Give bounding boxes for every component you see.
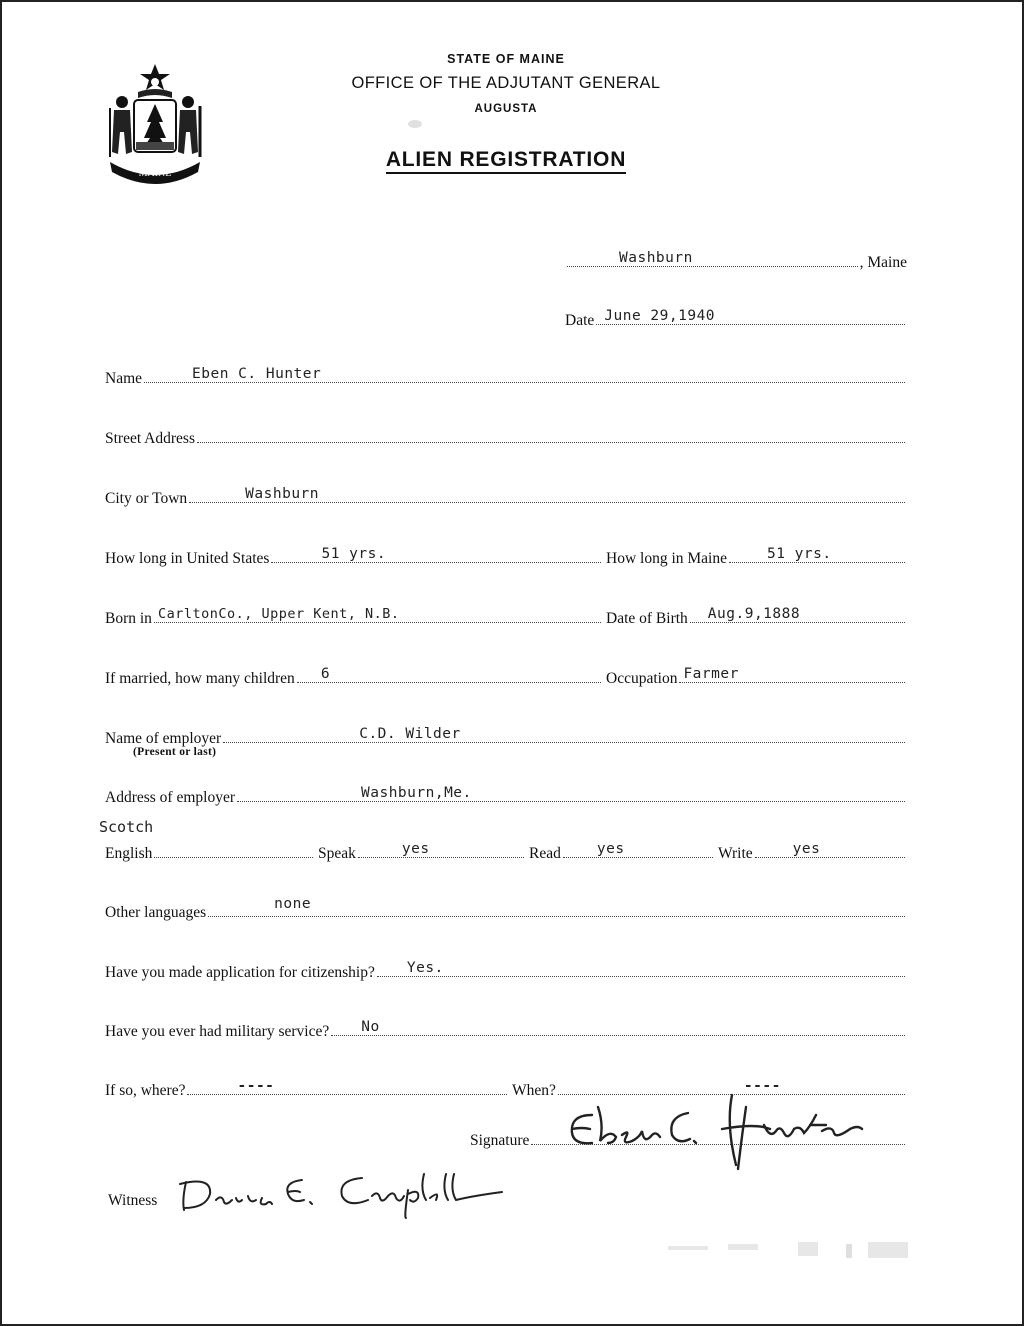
- english-row: [105, 843, 315, 863]
- header-city: AUGUSTA: [474, 103, 538, 115]
- place-field[interactable]: [567, 252, 858, 267]
- speak-field[interactable]: [358, 843, 524, 858]
- signature-handwriting: [560, 1085, 880, 1175]
- years-maine-label: How long in Maine: [606, 550, 727, 567]
- employer-field[interactable]: [223, 728, 905, 743]
- years-us-label: How long in United States: [105, 550, 270, 567]
- other-languages-row: [105, 896, 907, 922]
- years-maine-row: [606, 548, 907, 568]
- where-value: ----: [237, 1078, 275, 1094]
- city-value: Washburn: [245, 486, 320, 502]
- english-field[interactable]: [154, 843, 313, 858]
- date-label: Date: [565, 312, 595, 329]
- date-field[interactable]: [596, 310, 905, 325]
- occupation-label: Occupation: [606, 670, 678, 687]
- english-label: English: [105, 845, 153, 862]
- employer-label: Name of employer: [105, 730, 222, 747]
- citizenship-value: Yes.: [406, 960, 444, 976]
- header-state: STATE OF MAINE: [447, 52, 565, 66]
- born-in-field[interactable]: [154, 608, 601, 623]
- speak-label: Speak: [318, 845, 356, 862]
- read-value: yes: [596, 841, 625, 857]
- other-languages-field[interactable]: [208, 896, 905, 917]
- children-label: If married, how many children: [105, 670, 295, 687]
- place-row: [565, 252, 907, 272]
- write-field[interactable]: [755, 843, 905, 858]
- other-languages-label: Other languages: [105, 904, 207, 921]
- occupation-field[interactable]: [679, 668, 905, 683]
- dob-label: Date of Birth: [606, 610, 688, 627]
- when-label: When?: [512, 1082, 556, 1099]
- where-row: [105, 1080, 509, 1100]
- when-value: ----: [743, 1078, 781, 1094]
- born-in-label: Born in: [105, 610, 152, 627]
- place-suffix: , Maine: [859, 254, 907, 271]
- dob-row: [606, 608, 907, 628]
- form-title-text: ALIEN REGISTRATION: [386, 148, 626, 174]
- form-title: [300, 148, 712, 172]
- signature-label: Signature: [470, 1132, 530, 1149]
- years-us-field[interactable]: [271, 548, 601, 563]
- city-field[interactable]: [189, 488, 905, 503]
- name-field[interactable]: [144, 368, 905, 383]
- where-field[interactable]: [187, 1080, 507, 1095]
- read-label: Read: [529, 845, 561, 862]
- children-row: [105, 668, 603, 688]
- employer-address-label: Address of employer: [105, 789, 235, 806]
- street-label: Street Address: [105, 430, 195, 447]
- employer-address-row: [105, 787, 907, 807]
- name-label: Name: [105, 370, 143, 387]
- street-row: [105, 428, 907, 448]
- occupation-value: Farmer: [683, 666, 739, 682]
- years-maine-value: 51 yrs.: [766, 546, 832, 562]
- speak-value: yes: [401, 841, 430, 857]
- nationality-value: Scotch: [99, 818, 154, 836]
- children-value: 6: [320, 666, 331, 682]
- other-languages-value: none: [274, 896, 312, 912]
- citizenship-label: Have you made application for citizenship?: [105, 964, 375, 981]
- citizenship-field[interactable]: [377, 962, 905, 977]
- ink-smudge: [408, 120, 422, 128]
- city-label: City or Town: [105, 490, 188, 507]
- military-field[interactable]: [331, 1021, 905, 1036]
- write-label: Write: [718, 845, 753, 862]
- city-row: [105, 488, 907, 508]
- children-field[interactable]: [297, 668, 601, 683]
- dob-field[interactable]: [690, 608, 905, 623]
- years-us-value: 51 yrs.: [321, 546, 387, 562]
- name-value: Eben C. Hunter: [192, 366, 322, 382]
- military-value: No: [361, 1019, 380, 1035]
- date-row: [565, 310, 907, 330]
- write-value: yes: [792, 841, 821, 857]
- where-label: If so, where?: [105, 1082, 186, 1099]
- employer-address-field[interactable]: [237, 787, 905, 802]
- born-in-value: CarltonCo., Upper Kent, N.B.: [157, 606, 400, 622]
- seal-text: MAINE: [138, 168, 172, 179]
- speak-row: [318, 843, 526, 863]
- employer-value: C.D. Wilder: [359, 726, 461, 742]
- header-office: OFFICE OF THE ADJUTANT GENERAL: [351, 74, 661, 92]
- witness-handwriting: [172, 1160, 522, 1220]
- maine-state-seal-icon: [102, 62, 208, 190]
- read-field[interactable]: [563, 843, 713, 858]
- dob-value: Aug.9,1888: [707, 606, 801, 622]
- write-row: [718, 843, 907, 863]
- occupation-row: [606, 668, 907, 688]
- years-us-row: [105, 548, 603, 568]
- employer-address-value: Washburn,Me.: [361, 785, 472, 801]
- years-maine-field[interactable]: [729, 548, 905, 563]
- date-value: June 29,1940: [604, 308, 716, 324]
- born-in-row: [105, 608, 603, 628]
- name-row: [105, 368, 907, 388]
- bleed-through-marks: [668, 1240, 918, 1262]
- witness-label: Witness: [108, 1192, 158, 1209]
- street-field[interactable]: [197, 428, 905, 443]
- read-row: [529, 843, 715, 863]
- place-value: Washburn: [619, 250, 693, 266]
- military-label: Have you ever had military service?: [105, 1023, 330, 1040]
- employer-row: [105, 728, 907, 748]
- citizenship-row: [105, 962, 907, 982]
- military-row: [105, 1021, 907, 1041]
- employer-sublabel: (Present or last): [133, 746, 217, 758]
